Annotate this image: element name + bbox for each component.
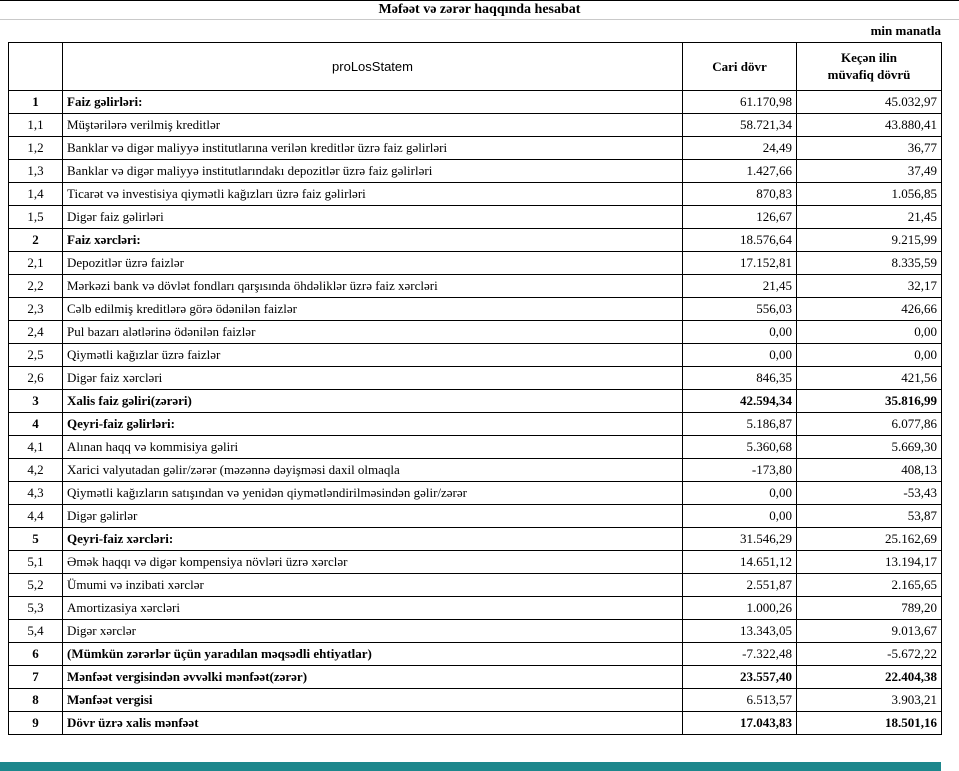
- row-num-cell: 5,3: [9, 597, 63, 620]
- row-label-cell: Mənfəət vergisi: [63, 689, 683, 712]
- sheet-tab-strip: [0, 762, 941, 771]
- table-row: [9, 413, 942, 436]
- row-previous-cell: 35.816,99: [797, 390, 942, 413]
- row-current-cell: 24,49: [683, 137, 797, 160]
- row-previous-cell: 1.056,85: [797, 183, 942, 206]
- table-row: [9, 390, 942, 413]
- row-previous-cell: 32,17: [797, 275, 942, 298]
- row-num-cell: 5: [9, 528, 63, 551]
- header-num-cell: [9, 43, 63, 91]
- row-current-cell: 31.546,29: [683, 528, 797, 551]
- row-current-cell: 6.513,57: [683, 689, 797, 712]
- row-current-cell: 23.557,40: [683, 666, 797, 689]
- row-num-cell: 1,3: [9, 160, 63, 183]
- table-row: [9, 160, 942, 183]
- row-num-cell: 4,4: [9, 505, 63, 528]
- row-num-cell: 2,2: [9, 275, 63, 298]
- row-current-cell: 870,83: [683, 183, 797, 206]
- table-row: [9, 712, 942, 735]
- table-row: [9, 137, 942, 160]
- table-row: [9, 298, 942, 321]
- row-previous-cell: 421,56: [797, 367, 942, 390]
- row-num-cell: 3: [9, 390, 63, 413]
- row-num-cell: 1,4: [9, 183, 63, 206]
- row-current-cell: 846,35: [683, 367, 797, 390]
- row-previous-cell: 9.013,67: [797, 620, 942, 643]
- row-previous-cell: 9.215,99: [797, 229, 942, 252]
- row-label-cell: Qiymətli kağızlar üzrə faizlər: [63, 344, 683, 367]
- table-row: [9, 482, 942, 505]
- table-row: [9, 367, 942, 390]
- row-current-cell: 61.170,98: [683, 91, 797, 114]
- row-label-cell: Digər gəlirlər: [63, 505, 683, 528]
- table-row: [9, 183, 942, 206]
- table-header: [9, 43, 942, 91]
- table-row: [9, 597, 942, 620]
- row-label-cell: Əmək haqqı və digər kompensiya növləri üzrə xərclər: [63, 551, 683, 574]
- row-previous-cell: -5.672,22: [797, 643, 942, 666]
- row-label-cell: Banklar və digər maliyyə institutlarına verilən kreditlər üzrə faiz gəlirləri: [63, 137, 683, 160]
- row-label-cell: (Mümkün zərərlər üçün yaradılan məqsədli ehtiyatlar): [63, 643, 683, 666]
- row-previous-cell: 45.032,97: [797, 91, 942, 114]
- row-current-cell: 1.427,66: [683, 160, 797, 183]
- row-num-cell: 1,1: [9, 114, 63, 137]
- row-current-cell: 126,67: [683, 206, 797, 229]
- row-num-cell: 2,4: [9, 321, 63, 344]
- row-label-cell: Digər faiz gəlirləri: [63, 206, 683, 229]
- row-current-cell: -7.322,48: [683, 643, 797, 666]
- row-previous-cell: 2.165,65: [797, 574, 942, 597]
- header-current-cell: Cari dövr: [683, 43, 797, 91]
- unit-note: min manatla: [870, 23, 941, 38]
- row-label-cell: Qeyri-faiz xərcləri:: [63, 528, 683, 551]
- row-label-cell: Ticarət və investisiya qiymətli kağızları üzrə faiz gəlirləri: [63, 183, 683, 206]
- row-current-cell: 0,00: [683, 505, 797, 528]
- row-num-cell: 4: [9, 413, 63, 436]
- row-num-cell: 2,1: [9, 252, 63, 275]
- row-previous-cell: 13.194,17: [797, 551, 942, 574]
- row-label-cell: Faiz xərcləri:: [63, 229, 683, 252]
- row-label-cell: Amortizasiya xərcləri: [63, 597, 683, 620]
- row-label-cell: Mənfəət vergisindən əvvəlki mənfəət(zərər): [63, 666, 683, 689]
- header-row: [9, 43, 942, 91]
- row-num-cell: 7: [9, 666, 63, 689]
- row-label-cell: Pul bazarı alətlərinə ödənilən faizlər: [63, 321, 683, 344]
- row-label-cell: Alınan haqq və kommisiya gəliri: [63, 436, 683, 459]
- table-row: [9, 91, 942, 114]
- header-previous-cell: Keçən ilin müvafiq dövrü: [797, 43, 942, 91]
- row-current-cell: 17.043,83: [683, 712, 797, 735]
- row-num-cell: 5,2: [9, 574, 63, 597]
- row-current-cell: 5.360,68: [683, 436, 797, 459]
- row-num-cell: 2,5: [9, 344, 63, 367]
- row-label-cell: Depozitlər üzrə faizlər: [63, 252, 683, 275]
- row-previous-cell: 43.880,41: [797, 114, 942, 137]
- row-current-cell: 58.721,34: [683, 114, 797, 137]
- row-previous-cell: 5.669,30: [797, 436, 942, 459]
- table-row: [9, 574, 942, 597]
- row-num-cell: 9: [9, 712, 63, 735]
- row-label-cell: Qeyri-faiz gəlirləri:: [63, 413, 683, 436]
- row-previous-cell: 6.077,86: [797, 413, 942, 436]
- row-previous-cell: 789,20: [797, 597, 942, 620]
- row-current-cell: 2.551,87: [683, 574, 797, 597]
- row-num-cell: 2,6: [9, 367, 63, 390]
- header-label-cell: proLosStatem: [63, 43, 683, 91]
- row-label-cell: Xarici valyutadan gəlir/zərər (məzənnə dəyişməsi daxil olmaqla: [63, 459, 683, 482]
- row-previous-cell: 53,87: [797, 505, 942, 528]
- table-row: [9, 666, 942, 689]
- profit-loss-table: [8, 42, 942, 735]
- row-previous-cell: 408,13: [797, 459, 942, 482]
- row-current-cell: 14.651,12: [683, 551, 797, 574]
- table-row: [9, 620, 942, 643]
- row-current-cell: 5.186,87: [683, 413, 797, 436]
- row-label-cell: Ümumi və inzibati xərclər: [63, 574, 683, 597]
- table-row: [9, 505, 942, 528]
- row-num-cell: 5,1: [9, 551, 63, 574]
- row-previous-cell: 8.335,59: [797, 252, 942, 275]
- table-body: [9, 91, 942, 735]
- table-row: [9, 206, 942, 229]
- row-current-cell: 17.152,81: [683, 252, 797, 275]
- row-label-cell: Faiz gəlirləri:: [63, 91, 683, 114]
- table-row: [9, 229, 942, 252]
- row-previous-cell: 21,45: [797, 206, 942, 229]
- row-current-cell: 13.343,05: [683, 620, 797, 643]
- row-previous-cell: 37,49: [797, 160, 942, 183]
- row-previous-cell: 0,00: [797, 344, 942, 367]
- table-row: [9, 114, 942, 137]
- row-previous-cell: 36,77: [797, 137, 942, 160]
- row-previous-cell: -53,43: [797, 482, 942, 505]
- row-num-cell: 4,3: [9, 482, 63, 505]
- row-num-cell: 1,2: [9, 137, 63, 160]
- row-label-cell: Cəlb edilmiş kreditlərə görə ödənilən faizlər: [63, 298, 683, 321]
- row-num-cell: 4,2: [9, 459, 63, 482]
- row-num-cell: 4,1: [9, 436, 63, 459]
- row-current-cell: 42.594,34: [683, 390, 797, 413]
- table-row: [9, 551, 942, 574]
- row-num-cell: 5,4: [9, 620, 63, 643]
- row-num-cell: 1: [9, 91, 63, 114]
- row-label-cell: Digər faiz xərcləri: [63, 367, 683, 390]
- row-current-cell: 18.576,64: [683, 229, 797, 252]
- row-current-cell: 21,45: [683, 275, 797, 298]
- row-label-cell: Banklar və digər maliyyə institutlarındakı depozitlər üzrə faiz gəlirləri: [63, 160, 683, 183]
- table-row: [9, 459, 942, 482]
- row-num-cell: 8: [9, 689, 63, 712]
- report-title: Məfəət və zərər haqqında hesabat: [0, 1, 959, 20]
- table-row: [9, 275, 942, 298]
- row-current-cell: 0,00: [683, 344, 797, 367]
- row-previous-cell: 18.501,16: [797, 712, 942, 735]
- table-row: [9, 643, 942, 666]
- table-row: [9, 321, 942, 344]
- row-label-cell: Digər xərclər: [63, 620, 683, 643]
- row-previous-cell: 0,00: [797, 321, 942, 344]
- row-num-cell: 1,5: [9, 206, 63, 229]
- row-previous-cell: 3.903,21: [797, 689, 942, 712]
- row-previous-cell: 426,66: [797, 298, 942, 321]
- table-row: [9, 528, 942, 551]
- row-current-cell: 556,03: [683, 298, 797, 321]
- row-previous-cell: 25.162,69: [797, 528, 942, 551]
- row-label-cell: Xalis faiz gəliri(zərəri): [63, 390, 683, 413]
- table-row: [9, 689, 942, 712]
- row-label-cell: Qiymətli kağızların satışından və yenidən qiymətləndirilməsindən gəlir/zərər: [63, 482, 683, 505]
- table-row: [9, 436, 942, 459]
- row-label-cell: Mərkəzi bank və dövlət fondları qarşısında öhdəliklər üzrə faiz xərcləri: [63, 275, 683, 298]
- row-current-cell: 0,00: [683, 482, 797, 505]
- row-current-cell: -173,80: [683, 459, 797, 482]
- row-num-cell: 2: [9, 229, 63, 252]
- row-current-cell: 1.000,26: [683, 597, 797, 620]
- table-row: [9, 252, 942, 275]
- row-label-cell: Müştərilərə verilmiş kreditlər: [63, 114, 683, 137]
- row-num-cell: 6: [9, 643, 63, 666]
- row-previous-cell: 22.404,38: [797, 666, 942, 689]
- row-num-cell: 2,3: [9, 298, 63, 321]
- row-current-cell: 0,00: [683, 321, 797, 344]
- table-row: [9, 344, 942, 367]
- row-label-cell: Dövr üzrə xalis mənfəət: [63, 712, 683, 735]
